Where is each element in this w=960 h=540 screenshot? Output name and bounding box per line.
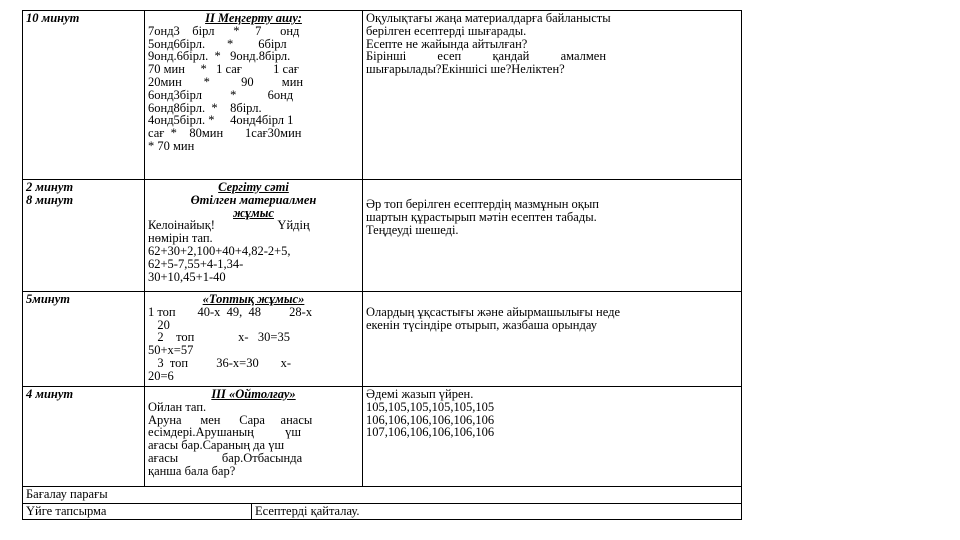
activity-cell-4 (144, 386, 363, 487)
description-line: берілген есептерді шығарады. (366, 23, 527, 38)
exercise-line: 3 топ 36-х=30 х- (148, 355, 291, 370)
time-label: 4 минут (26, 387, 74, 401)
exercise-line: 4онд5бірл. * 4онд4бірл 1 (148, 113, 294, 128)
description-line: шартын құрастырып мәтін есептен табады. (366, 209, 597, 224)
activity-cell-2 (144, 179, 363, 292)
description-line: Есепте не жайында айтылған? (366, 36, 528, 51)
description-line: Бірінші есеп қандай амалмен (366, 49, 607, 64)
section-title: ІІІ «Ойтолғау» (211, 387, 296, 401)
description-cell-1 (362, 10, 742, 180)
exercise-line: 6онд8бірл. * 8бірл. (148, 100, 262, 115)
exercise-line: сағ * 80мин 1сағ30мин (148, 126, 302, 141)
exercise-line: 62+5-7,55+4-1,34- (148, 256, 244, 271)
time-cell-2 (22, 179, 145, 292)
feedback-row (22, 486, 742, 504)
exercise-line: нөмірін тап. (148, 231, 213, 246)
exercise-line: 6онд3бірл * 6онд (148, 87, 294, 102)
homework-label: Үйге тапсырма (26, 504, 107, 518)
exercise-line: Келоінайық! Үйдің (148, 218, 310, 233)
description-line: Оқулықтағы жаңа материалдарға байланысты (366, 11, 611, 25)
exercise-line: ағасы бар.Сараның да үш (148, 438, 285, 453)
exercise-line: 9онд.6бірл. * 9онд.8бірл. (148, 49, 291, 64)
time-cell-1 (22, 10, 145, 180)
exercise-line: 7онд3 бірл * 7 онд (148, 23, 300, 38)
description-line: Олардың ұқсастығы және айырмашылығы неде (366, 305, 621, 319)
description-line: 105,105,105,105,105,105 (366, 399, 495, 414)
description-cell-3 (362, 291, 742, 387)
time-cell-4 (22, 386, 145, 487)
exercise-line: 20 (148, 317, 170, 332)
time-label: 5минут (26, 292, 70, 306)
description-line: шығарылады?Екіншісі ше?Неліктен? (366, 62, 565, 77)
exercise-line: ағасы бар.Отбасында (148, 450, 303, 465)
exercise-line: 62+30+2,100+40+4,82-2+5, (148, 243, 291, 258)
exercise-line: қанша бала бар? (148, 463, 236, 478)
exercise-line: 1 топ 40-х 49, 48 28-х (148, 304, 313, 319)
description-cell-4 (362, 386, 742, 487)
description-line: Әдемі жазып үйрен. (366, 387, 474, 401)
description-line: Әр топ берілген есептердің мазмұнын оқып (366, 197, 599, 211)
description-line: Теңдеуді шешеді. (366, 222, 459, 237)
exercise-line: * 70 мин (148, 138, 195, 153)
description-line: 106,106,106,106,106,106 (366, 412, 495, 427)
time-label: 2 минут (26, 180, 74, 194)
exercise-line: Аруна мен Сара анасы (148, 412, 313, 427)
section-title: «Топтық жұмыс» (202, 292, 305, 306)
section-subtitle: Өтілген материалмен (190, 192, 317, 207)
exercise-line: есімдері.Арушаның үш (148, 425, 301, 440)
description-line: екенін түсіндіре отырып, жазбаша орындау (366, 317, 597, 332)
time-cell-3 (22, 291, 145, 387)
section-title: Сергіту сәті (218, 180, 289, 194)
time-label: 8 минут (26, 192, 74, 207)
activity-cell-1 (144, 10, 363, 180)
exercise-line: 5онд6бірл. * 6бірл (148, 36, 287, 51)
exercise-line: 20мин * 90 мин (148, 74, 304, 89)
exercise-line: 2 топ х- 30=35 (148, 330, 290, 345)
activity-cell-3 (144, 291, 363, 387)
description-line: 107,106,106,106,106,106 (366, 425, 495, 440)
exercise-line: 50+х=57 (148, 343, 194, 358)
lesson-plan-table (22, 10, 742, 520)
exercise-line: 20=6 (148, 368, 174, 383)
homework-value-cell (251, 503, 742, 520)
section-title: ІІ Меңгерту ашу: (205, 11, 302, 25)
homework-label-cell (22, 503, 252, 520)
description-cell-2 (362, 179, 742, 292)
exercise-line: Ойлан тап. (148, 399, 207, 414)
time-label: 10 минут (26, 11, 80, 25)
feedback-label: Бағалау парағы (26, 487, 108, 501)
homework-value: Есептерді қайталау. (255, 504, 360, 518)
section-subtitle: жұмыс (233, 205, 274, 220)
exercise-line: 70 мин * 1 сағ 1 сағ (148, 62, 299, 77)
exercise-line: 30+10,45+1-40 (148, 269, 226, 284)
